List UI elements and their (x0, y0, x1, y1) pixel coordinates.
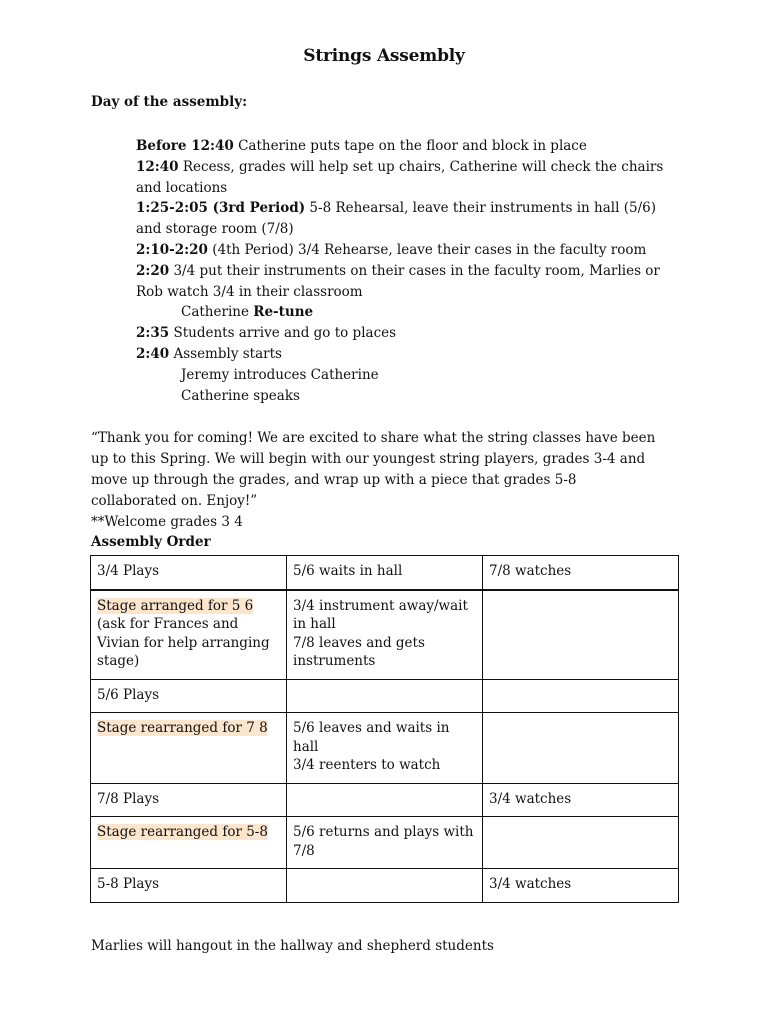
highlighted-text: Stage rearranged for 7 8 (97, 720, 268, 736)
schedule-subitem (136, 365, 666, 386)
schedule-time: 12:40 (136, 158, 179, 175)
table-cell (91, 590, 287, 680)
schedule-time: 2:35 (136, 325, 170, 342)
table-cell (483, 817, 679, 869)
table-cell: 7/8 Plays (91, 783, 287, 817)
page-title: Strings Assembly (303, 46, 465, 66)
speech-note: **Welcome grades 3 4 (91, 514, 243, 530)
schedule-item (136, 136, 666, 157)
schedule-text: (4th Period) 3/4 Rehearse, leave their cases in the faculty room (207, 241, 647, 258)
highlighted-text: Stage rearranged for 5-8 (97, 824, 268, 840)
footer-note: Marlies will hangout in the hallway and shepherd students (91, 938, 494, 954)
schedule-text: Recess, grades will help set up chairs, Catherine will check the chairs and locations (136, 158, 664, 196)
table-cell: 5-8 Plays (91, 869, 287, 903)
schedule-text: 3/4 put their instruments on their cases in the faculty room, Marlies or Rob watch 3/4 in their classroom (136, 262, 660, 300)
highlighted-text: Stage arranged for 5 6 (97, 597, 254, 614)
schedule-subitem (136, 302, 666, 323)
schedule-text: Students arrive and go to places (169, 325, 397, 342)
table-cell (483, 713, 679, 784)
table-cell (287, 783, 483, 817)
table-cell (483, 679, 679, 713)
cell-line: 7/8 leaves and gets instruments (293, 634, 425, 669)
schedule-subtext-bold: Re-tune (253, 304, 314, 321)
cell-note: (ask for Frances and Vivian for help arranging stage) (97, 616, 270, 669)
table-cell: 3/4 watches (483, 869, 679, 903)
table-cell: 5/6 Plays (91, 679, 287, 713)
table-row (91, 817, 679, 869)
schedule-time: 1:25-2:05 (3rd Period) (136, 200, 306, 217)
schedule-item (136, 240, 666, 261)
schedule-item (136, 344, 666, 365)
schedule-time: 2:10-2:20 (136, 241, 208, 258)
table-row (91, 869, 679, 903)
schedule-item (136, 157, 666, 199)
schedule-subtext: Catherine speaks (181, 387, 300, 404)
assembly-order-heading: Assembly Order (91, 534, 211, 550)
table-cell: 3/4 Plays (91, 556, 287, 590)
cell-line: 5/6 leaves and waits in hall (293, 720, 450, 755)
table-row (91, 783, 679, 817)
welcome-speech (91, 428, 661, 533)
table-cell (91, 817, 287, 869)
schedule-subtext: Catherine (181, 304, 254, 321)
table-row (91, 679, 679, 713)
schedule-item (136, 323, 666, 344)
schedule-text: 5-8 Rehearsal, leave their instruments in hall (5/6) and storage room (7/8) (136, 200, 656, 238)
table-cell: 5/6 waits in hall (287, 556, 483, 590)
table-row (91, 590, 679, 680)
schedule-time: 2:20 (136, 262, 170, 279)
table-cell (91, 713, 287, 784)
schedule-item (136, 261, 666, 303)
table-row (91, 556, 679, 590)
cell-line: 3/4 instrument away/wait in hall (293, 597, 468, 632)
schedule-text: Assembly starts (169, 345, 282, 362)
table-cell (287, 713, 483, 784)
schedule-list (136, 136, 666, 406)
table-cell: 3/4 watches (483, 783, 679, 817)
table-row (91, 713, 679, 784)
schedule-time: Before 12:40 (136, 138, 234, 154)
schedule-item (136, 198, 666, 240)
day-of-assembly-heading: Day of the assembly: (91, 94, 248, 110)
table-cell: 7/8 watches (483, 556, 679, 590)
table-cell: 5/6 returns and plays with 7/8 (287, 817, 483, 869)
table-cell (287, 679, 483, 713)
schedule-text: Catherine puts tape on the floor and block in place (233, 138, 587, 154)
schedule-subtext: Jeremy introduces Catherine (181, 366, 379, 383)
schedule-time: 2:40 (136, 345, 170, 362)
table-cell (287, 869, 483, 903)
table-cell (483, 590, 679, 680)
schedule-subitem (136, 386, 666, 407)
speech-quote: “Thank you for coming! We are excited to share what the string classes have been up to this Spring. We will begin with our youngest string players, grades 3-4 and move up through the grades, and wrap up with a piece that grades 5-8 collaborated on. Enjoy!” (91, 430, 656, 509)
table-cell (287, 590, 483, 680)
assembly-order-table (90, 555, 679, 903)
cell-line: 3/4 reenters to watch (293, 757, 441, 773)
